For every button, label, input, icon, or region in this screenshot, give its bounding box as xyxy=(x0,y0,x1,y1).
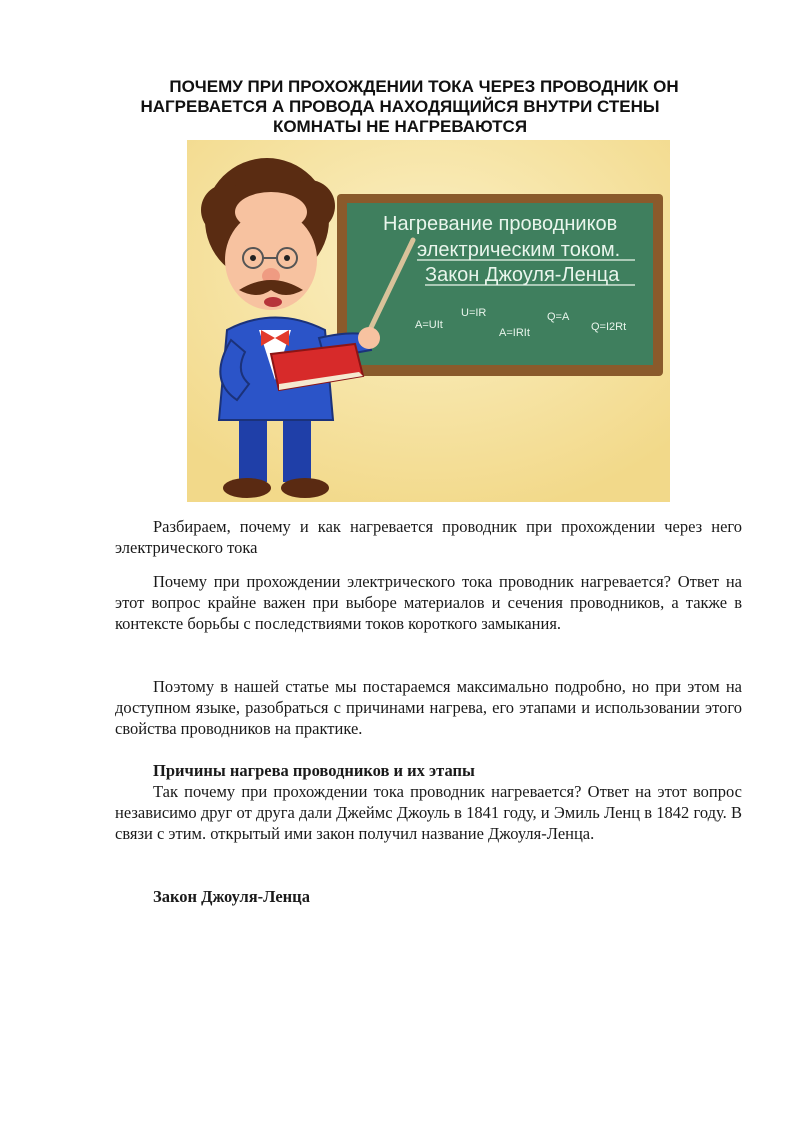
title-line-1: ПОЧЕМУ ПРИ ПРОХОЖДЕНИИ ТОКА ЧЕРЕЗ ПРОВОДНИК ОН xyxy=(169,77,679,96)
paragraph-3-text: Поэтому в нашей статье мы постараемся максимально подробно, но при этом на доступном языке, разобраться с причинами нагрева, его этапами и использовании этого свойства проводников на практике. xyxy=(115,677,742,738)
paragraph-1-text: Разбираем, почему и как нагревается проводник при прохождении через него электрического тока xyxy=(115,517,742,557)
board-line-2: электрическим током. xyxy=(417,239,621,261)
paragraph-2-text: Почему при прохождении электрического тока проводник нагревается? Ответ на этот вопрос крайне важен при выборе материалов и сечения проводников, а также в контексте борьбы с последствиями токов короткого замыкания. xyxy=(115,572,742,633)
page-title xyxy=(110,77,690,137)
teacher-hand xyxy=(358,327,380,349)
board-line-1: Нагревание проводников xyxy=(383,213,618,235)
formula-5: Q=I2Rt xyxy=(591,321,627,333)
board-line-3: Закон Джоуля-Ленца xyxy=(425,264,620,286)
title-line-3: КОМНАТЫ НЕ НАГРЕВАЮТСЯ xyxy=(272,117,528,136)
formula-1: A=UIt xyxy=(415,319,443,331)
section-heading-joule-lenz: Закон Джоуля-Ленца xyxy=(153,887,310,906)
section-heading-causes: Причины нагрева проводников и их этапы xyxy=(153,761,475,780)
paragraph-2 xyxy=(115,571,742,634)
teacher-shoe xyxy=(223,478,271,498)
formula-3: A=IRIt xyxy=(499,327,530,339)
title-line-2: НАГРЕВАЕТСЯ А ПРОВОДА НАХОДЯЩИЙСЯ ВНУТРИ СТЕНЫ xyxy=(140,97,660,116)
formula-2: U=IR xyxy=(461,307,487,319)
paragraph-1 xyxy=(115,516,742,558)
teacher-illustration xyxy=(187,140,670,502)
paragraph-4-text: Так почему при прохождении тока проводник нагревается? Ответ на этот вопрос независимо друг от друга дали Джеймс Джоуль в 1841 году, и Эмиль Ленц в 1842 году. В связи с этим. открытый ими закон получил название Джоуля-Ленца. xyxy=(115,782,742,843)
paragraph-3 xyxy=(115,676,742,739)
formula-4: Q=A xyxy=(547,311,570,323)
paragraph-4 xyxy=(115,781,742,844)
